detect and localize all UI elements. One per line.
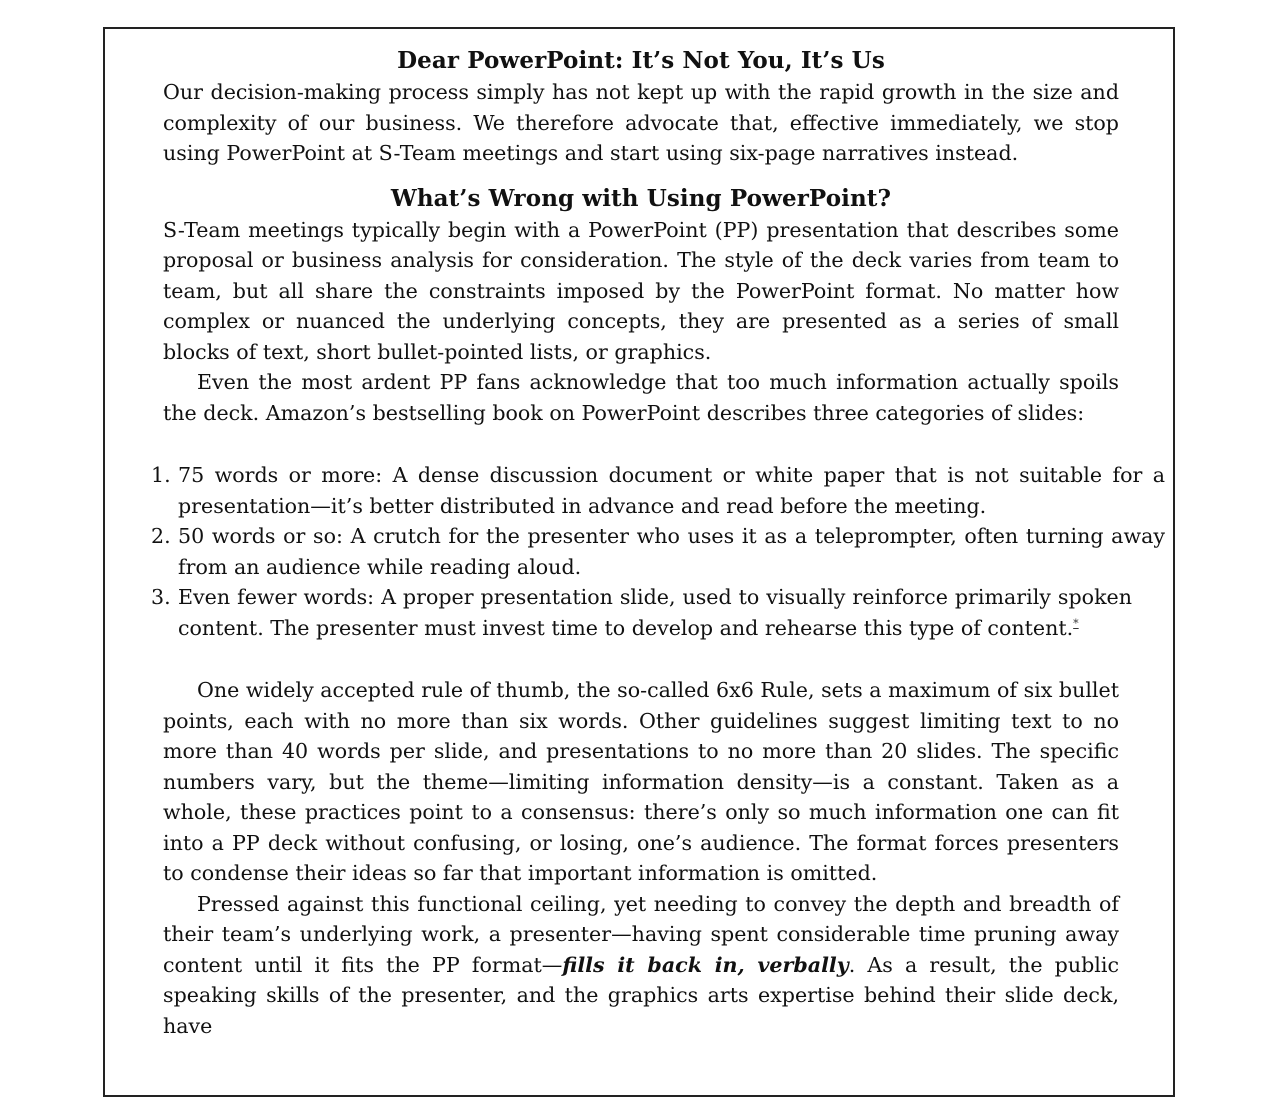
list-item-number: 2. (151, 524, 171, 548)
section-heading: What’s Wrong with Using PowerPoint? (390, 184, 892, 212)
document-frame (103, 27, 1175, 1097)
list-item (151, 521, 1165, 582)
paragraph-1: S-Team meetings typically begin with a PowerPoint (PP) presentation that describes some proposal or business analysis for consideration. The style of the deck varies from team to team, but all share the constraints imposed by the PowerPoint format. No matter how complex or nuanced the underlying concepts, they are presented as a series of small blocks of text, short bullet-pointed lists, or graphics. (163, 217, 1119, 364)
list-item (151, 460, 1165, 521)
list-item-text: 75 words or more: A dense discussion document or white paper that is not suitable for a presentation—it’s better distributed in advance and read before the meeting. (178, 463, 1165, 518)
paragraph-2: Even the most ardent PP fans acknowledge that too much information actually spoils the deck. Amazon’s bestselling book on PowerPoint describes three categories of slides: (163, 370, 1119, 425)
footnote-link[interactable]: * (1073, 616, 1079, 630)
list-item-number: 3. (151, 585, 171, 609)
paragraph-4-end: . As a result, the public speaking skills of the presenter, and the graphics arts expertise behind their slide deck, have (163, 952, 1119, 1038)
slide-categories-list (151, 460, 1165, 643)
document-body (151, 45, 1165, 1041)
list-item (151, 582, 1132, 643)
list-item-text: Even fewer words: A proper presentation slide, used to visually reinforce primarily spoken content. The presenter must invest time to develop and rehearse this type of content. (178, 585, 1132, 640)
list-item-text: 50 words or so: A crutch for the presenter who uses it as a teleprompter, often turning away from an audience while reading aloud. (178, 524, 1165, 579)
paragraph-4 (163, 889, 1119, 1042)
emphasis-text: fills it back in, verbally (562, 952, 849, 977)
intro-paragraph: Our decision-making process simply has not kept up with the rapid growth in the size and complexity of our business. We therefore advocate that, effective immediately, we stop using PowerPoint at S-Team meetings and start using six-page narratives instead. (163, 80, 1119, 165)
paragraph-4-start: Pressed against this functional ceiling, yet needing to convey the depth and breadth of their team’s underlying work, a presenter—having spent considerable time pruning away content until it fits the PP format— (163, 891, 1119, 977)
document-title: Dear PowerPoint: It’s Not You, It’s Us (397, 47, 885, 74)
paragraph-3: One widely accepted rule of thumb, the so-called 6x6 Rule, sets a maximum of six bullet points, each with no more than six words. Other guidelines suggest limiting text to no more than 40 words per slide, and presentations to no more than 20 slides. The specific numbers vary, but the theme—limiting information density—is a constant. Taken as a whole, these practices point to a consensus: there’s only so much information one can fit into a PP deck without confusing, or losing, one’s audience. The format forces presenters to condense their ideas so far that important information is omitted. (163, 678, 1119, 885)
list-item-number: 1. (151, 463, 171, 487)
